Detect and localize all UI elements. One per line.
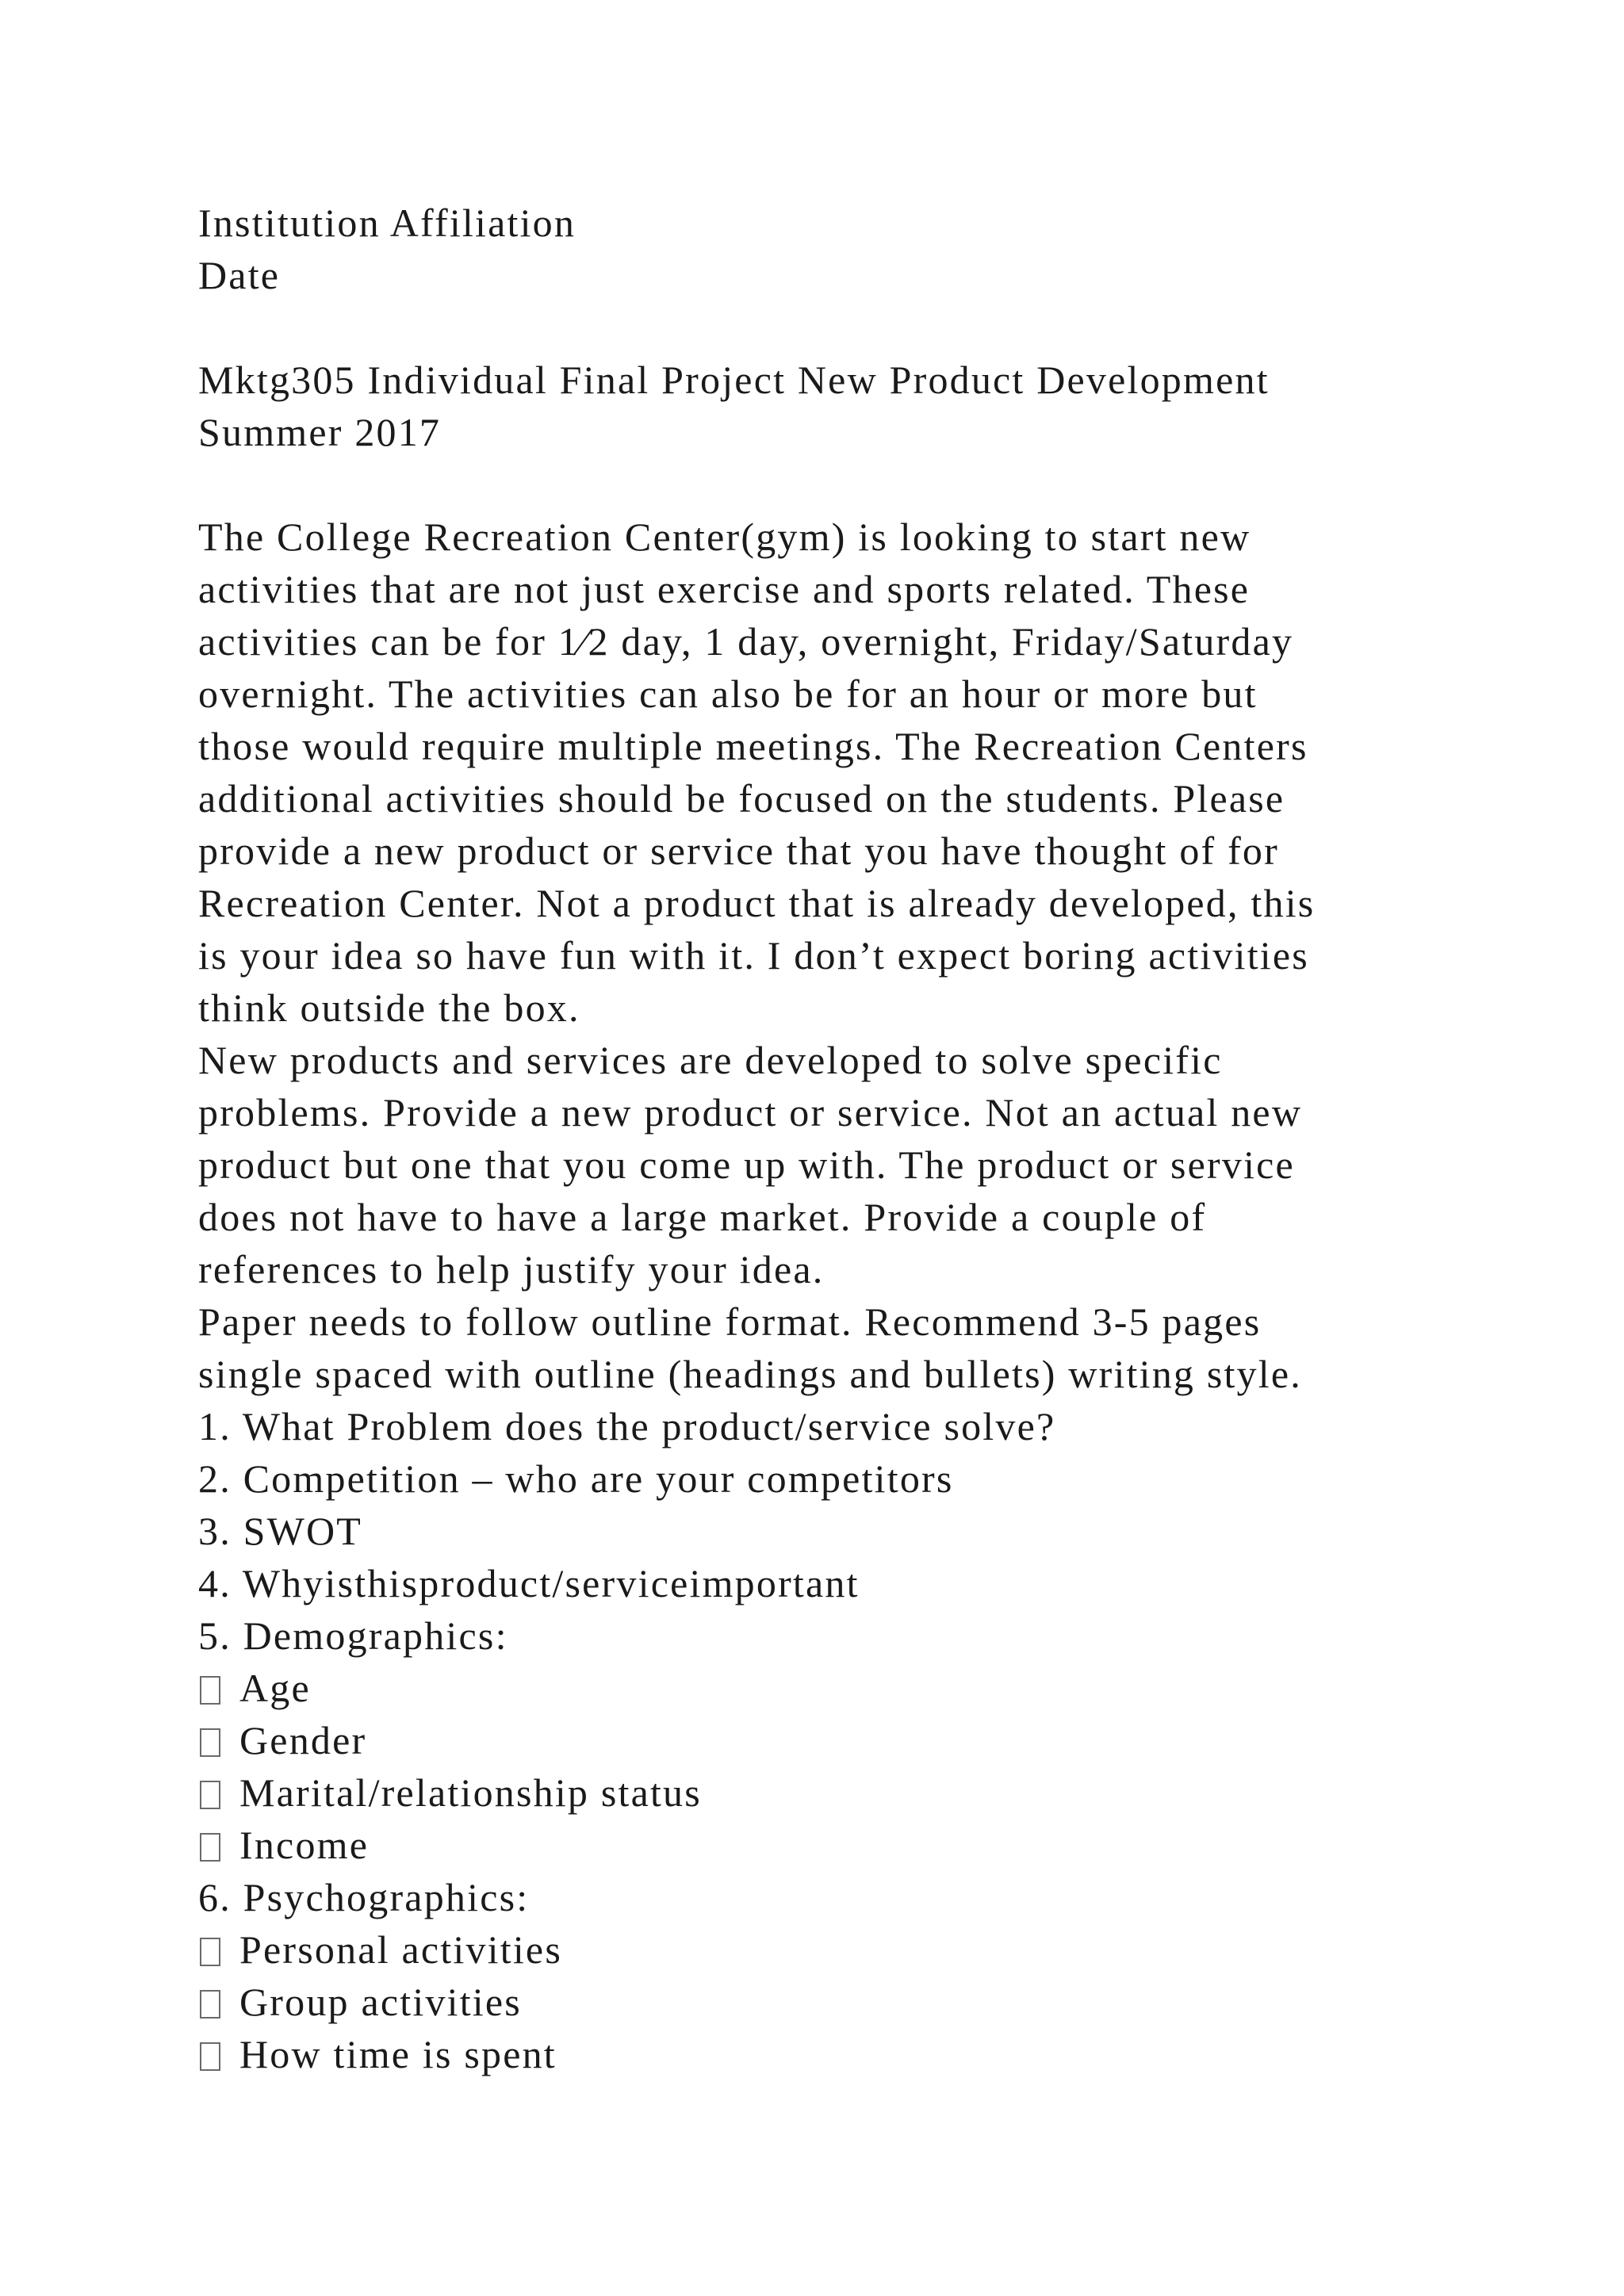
missing-glyph-box-icon bbox=[200, 1728, 220, 1757]
institution-affiliation: Institution Affiliation bbox=[198, 201, 576, 245]
bullet-text: Age bbox=[239, 1666, 311, 1710]
missing-glyph-box-icon bbox=[200, 1938, 220, 1966]
paragraph-2-line: product but one that you come up with. The product or service bbox=[198, 1142, 1295, 1187]
bullet-item bbox=[198, 1766, 1499, 1819]
bullet-item bbox=[198, 2028, 1499, 2080]
document-title-line-1: Mktg305 Individual Final Project New Product Development bbox=[198, 358, 1270, 402]
paragraph-1-line: provide a new product or service that you have thought of for bbox=[198, 828, 1279, 873]
spacer bbox=[198, 301, 1499, 354]
bullet-item bbox=[198, 1819, 1499, 1871]
paragraph-1-line: activities that are not just exercise and sports related. These bbox=[198, 567, 1251, 611]
bullet-text: Marital/relationship status bbox=[239, 1770, 702, 1815]
paragraph-2-line: does not have to have a large market. Provide a couple of bbox=[198, 1195, 1207, 1239]
paragraph-1-line: overnight. The activities can also be for an hour or more but bbox=[198, 672, 1258, 716]
bullet-text: Income bbox=[239, 1823, 370, 1867]
document-body bbox=[198, 197, 1499, 2080]
outline-item-demographics: 5. Demographics: bbox=[198, 1613, 508, 1658]
outline-item-psychographics: 6. Psychographics: bbox=[198, 1875, 530, 1919]
paragraph-1-line: activities can be for 1⁄2 day, 1 day, overnight, Friday/Saturday bbox=[198, 619, 1294, 664]
missing-glyph-box-icon bbox=[200, 1990, 220, 2019]
bullet-text: Gender bbox=[239, 1718, 367, 1762]
outline-item-swot: 3. SWOT bbox=[198, 1509, 363, 1553]
paragraph-2-line: references to help justify your idea. bbox=[198, 1247, 825, 1292]
missing-glyph-box-icon bbox=[200, 2042, 220, 2071]
paragraph-2-line: New products and services are developed to solve specific bbox=[198, 1038, 1223, 1082]
missing-glyph-box-icon bbox=[200, 1676, 220, 1705]
paragraph-1-line: those would require multiple meetings. The Recreation Centers bbox=[198, 724, 1308, 768]
spacer bbox=[198, 458, 1499, 511]
outline-item-competition: 2. Competition – who are your competitors bbox=[198, 1456, 954, 1501]
bullet-text: Group activities bbox=[239, 1980, 522, 2024]
paragraph-2-line: problems. Provide a new product or service. Not an actual new bbox=[198, 1090, 1303, 1135]
bullet-text: Personal activities bbox=[239, 1927, 562, 1972]
missing-glyph-box-icon bbox=[200, 1833, 220, 1862]
outline-item-problem: 1. What Problem does the product/service solve? bbox=[198, 1404, 1056, 1448]
paragraph-1-line: additional activities should be focused on the students. Please bbox=[198, 776, 1285, 821]
outline-item-importance: 4. Whyisthisproduct/serviceimportant bbox=[198, 1561, 860, 1605]
paragraph-1-line: is your idea so have fun with it. I don’t expect boring activities bbox=[198, 933, 1309, 978]
document-title-line-2: Summer 2017 bbox=[198, 410, 442, 454]
paragraph-3-line: single spaced with outline (headings and bullets) writing style. bbox=[198, 1352, 1302, 1396]
bullet-item bbox=[198, 1714, 1499, 1766]
date-label: Date bbox=[198, 253, 281, 297]
bullet-text: How time is spent bbox=[239, 2032, 557, 2076]
paragraph-1-line: Recreation Center. Not a product that is already developed, this bbox=[198, 881, 1316, 925]
bullet-item bbox=[198, 1976, 1499, 2028]
paragraph-1-line: The College Recreation Center(gym) is looking to start new bbox=[198, 515, 1251, 559]
bullet-item bbox=[198, 1923, 1499, 1976]
paragraph-1-line: think outside the box. bbox=[198, 985, 580, 1030]
missing-glyph-box-icon bbox=[200, 1781, 220, 1809]
paragraph-3-line: Paper needs to follow outline format. Recommend 3-5 pages bbox=[198, 1299, 1262, 1344]
bullet-item bbox=[198, 1662, 1499, 1714]
